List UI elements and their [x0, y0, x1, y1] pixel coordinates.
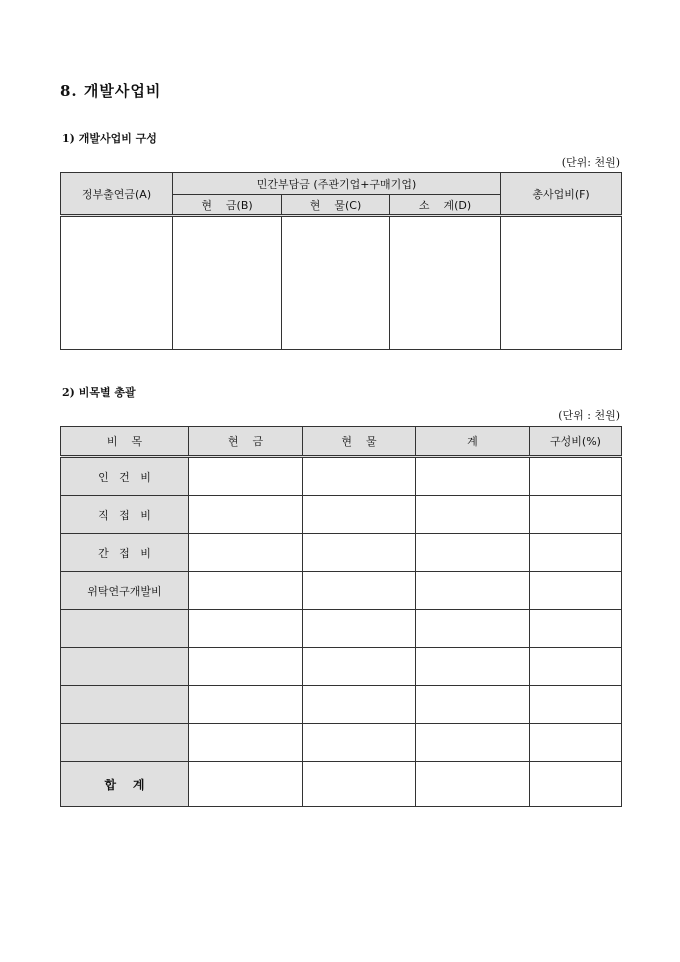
in-kind-cell[interactable] — [303, 686, 416, 724]
cash-cell[interactable] — [173, 216, 282, 350]
sum-cell[interactable] — [416, 496, 530, 534]
in-kind-cell[interactable] — [303, 572, 416, 610]
in-kind-cell[interactable] — [303, 457, 416, 496]
cash-cell[interactable] — [189, 534, 303, 572]
header-item: 비 목 — [61, 427, 189, 457]
total-row — [61, 762, 622, 807]
composition-unit: (단위: 천원) — [561, 156, 620, 169]
in-kind-cell[interactable] — [303, 534, 416, 572]
ratio-cell[interactable] — [530, 724, 622, 762]
header-subtotal: 소 계(D) — [390, 195, 501, 216]
total-label: 합 계 — [61, 762, 189, 807]
header-sum: 계 — [416, 427, 530, 457]
header-in-kind: 현 물 — [303, 427, 416, 457]
header-private-group: 민간부담금 (주관기업+구매기업) — [173, 173, 501, 195]
header-total-cost: 총사업비(F) — [501, 173, 622, 216]
total-cost-cell[interactable] — [501, 216, 622, 350]
composition-table — [60, 172, 622, 350]
cash-cell[interactable] — [189, 496, 303, 534]
ratio-cell[interactable] — [530, 610, 622, 648]
ratio-cell[interactable] — [530, 686, 622, 724]
ratio-cell[interactable] — [530, 648, 622, 686]
breakdown-subtitle: 2) 비목별 총괄 — [62, 386, 136, 399]
breakdown-table — [60, 426, 622, 807]
breakdown-unit: (단위 : 천원) — [558, 409, 620, 422]
ratio-cell[interactable] — [530, 572, 622, 610]
ratio-cell[interactable] — [530, 457, 622, 496]
in-kind-cell[interactable] — [303, 648, 416, 686]
row-label[interactable] — [61, 648, 189, 686]
cash-cell[interactable] — [189, 610, 303, 648]
table-row — [61, 457, 622, 496]
ratio-cell[interactable] — [530, 762, 622, 807]
row-label[interactable] — [61, 724, 189, 762]
sum-cell[interactable] — [416, 648, 530, 686]
cash-cell[interactable] — [189, 648, 303, 686]
sum-cell[interactable] — [416, 534, 530, 572]
in-kind-cell[interactable] — [303, 496, 416, 534]
table-row — [61, 216, 622, 350]
sum-cell[interactable] — [416, 762, 530, 807]
in-kind-cell[interactable] — [303, 762, 416, 807]
table-row — [61, 724, 622, 762]
row-label: 직 접 비 — [61, 496, 189, 534]
row-label: 위탁연구개발비 — [61, 572, 189, 610]
sum-cell[interactable] — [416, 572, 530, 610]
table-row — [61, 572, 622, 610]
cash-cell[interactable] — [189, 762, 303, 807]
table-row — [61, 686, 622, 724]
section-title: 8. 개발사업비 — [60, 82, 162, 100]
sum-cell[interactable] — [416, 686, 530, 724]
cash-cell[interactable] — [189, 572, 303, 610]
header-cash: 현 금 — [189, 427, 303, 457]
row-label[interactable] — [61, 686, 189, 724]
in-kind-cell[interactable] — [303, 724, 416, 762]
ratio-cell[interactable] — [530, 496, 622, 534]
table-row — [61, 534, 622, 572]
row-label[interactable] — [61, 610, 189, 648]
government-cell[interactable] — [61, 216, 173, 350]
composition-subtitle: 1) 개발사업비 구성 — [62, 132, 157, 145]
row-label: 간 접 비 — [61, 534, 189, 572]
table-row — [61, 496, 622, 534]
header-ratio: 구성비(%) — [530, 427, 622, 457]
cash-cell[interactable] — [189, 724, 303, 762]
header-cash: 현 금(B) — [173, 195, 282, 216]
in-kind-cell[interactable] — [303, 610, 416, 648]
subtotal-cell[interactable] — [390, 216, 501, 350]
row-label: 인 건 비 — [61, 457, 189, 496]
sum-cell[interactable] — [416, 457, 530, 496]
header-in-kind: 현 물(C) — [282, 195, 390, 216]
sum-cell[interactable] — [416, 724, 530, 762]
in-kind-cell[interactable] — [282, 216, 390, 350]
ratio-cell[interactable] — [530, 534, 622, 572]
sum-cell[interactable] — [416, 610, 530, 648]
table-row — [61, 610, 622, 648]
table-row — [61, 648, 622, 686]
cash-cell[interactable] — [189, 686, 303, 724]
cash-cell[interactable] — [189, 457, 303, 496]
header-government: 정부출연금(A) — [61, 173, 173, 216]
